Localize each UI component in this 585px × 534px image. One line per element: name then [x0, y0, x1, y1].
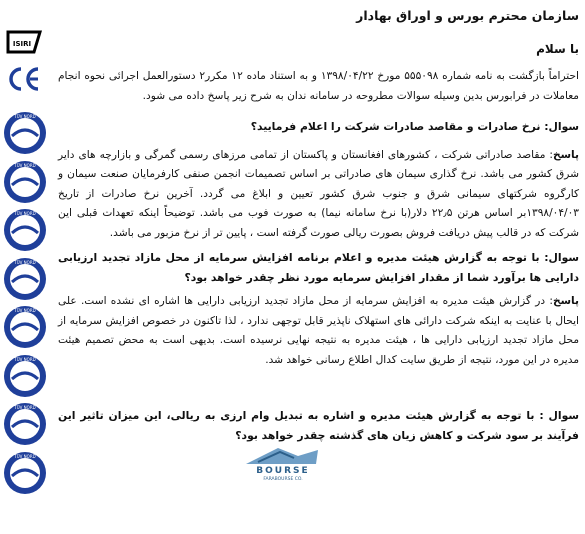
tuv-seal-label: TÜV NORD: [14, 356, 36, 362]
isiri-logo-text: ISIRI: [12, 40, 32, 48]
tuv-seal-icon: [2, 110, 48, 156]
bourse-logo-subtext: FARABOURSE CO.: [263, 477, 303, 482]
bourse-logo-text: BOURSE: [256, 466, 310, 476]
tuv-seal-label: TÜV NORD: [14, 308, 36, 313]
tuv-seal-label: TÜV NORD: [14, 211, 36, 216]
tuv-seal-icon: [2, 353, 48, 399]
ce-mark-icon: [6, 64, 42, 94]
tuv-seal-icon: [2, 159, 48, 205]
question-3: سوال : با توجه به گزارش هیئت مدیره و اشاره به تبدیل وام ارزی به ریالی، این میزان تاثیر این فرآیند بر سود شرکت و کاهش زیان های گذشته چقدر خواهد بود؟: [58, 409, 579, 442]
letter-intro: احتراماً بازگشت به نامه شماره ۵۵۵۰۹۸ مورخ ۱۳۹۸/۰۴/۲۲ و به استناد ماده ۱۲ مکرر۲ دستورالعمل اجرائی نحوه انجام معاملات در فرابورس بدین وسیله سوالات مطروحه در سامانه ندان به شرح زیر پاسخ داده می شود.: [58, 70, 579, 102]
tuv-seal-label: TÜV NORD: [14, 114, 36, 119]
answer-label: پاسخ: [552, 148, 579, 161]
bourse-watermark-logo: [218, 446, 348, 482]
tuv-seal-icon: [2, 207, 48, 253]
isiri-logo-icon: [4, 28, 44, 56]
letter-recipient: سازمان محترم بورس و اوراق بهادار: [356, 8, 579, 23]
tuv-seal-icon: [2, 304, 48, 350]
certification-sidebar: [0, 0, 56, 534]
answer-2: [58, 292, 579, 370]
question-1: سوال: نرخ صادرات و مقاصد صادرات شرکت را اعلام فرمایید؟: [250, 120, 579, 133]
question-2: سوال: با توجه به گزارش هیئت مدیره و اعلام برنامه افزایش سرمایه از محل مازاد تجدید ارزیابی دارایی ها برآورد شما از مقدار افزایش سرمایه مورد نظر چقدر خواهد بود؟: [58, 251, 579, 284]
answer-text: : مقاصد صادراتی شرکت ، کشورهای افغانستان و پاکستان از تمامی مرزهای رسمی گمرگی و بازارچه های دایر شرق کشور می باشد. نرخ گذاری سیمان های صادراتی بر اساس تصمیمات انجمن صنفی کارفرمایان صنعت سیمان و کارگروه شرکتهای سیمانی شرق و جنوب شرق کشور تعیین و ابلاغ می گردد. آخرین نرخ صادرات از تاریخ ۱۳۹۸/۰۴/۰۳بر اساس هرتن ۲۲٫۵ دلار(با نرخ سامانه نیما) به صورت فوب می باشد. توضیحاً اینکه تعهدات قبلی این شرکت که در قالب پیش دریافت فروش بصورت ریالی صورت گرفته است ، پایین تر از نرخ مزبور می باشد.: [58, 148, 579, 239]
tuv-seal-label: TÜV NORD: [14, 405, 36, 410]
letter-greeting: با سلام: [536, 42, 579, 56]
tuv-seal-label: TÜV NORD: [14, 453, 36, 459]
answer-text: : در گزارش هیئت مدیره به افزایش سرمایه از محل مازاد تجدید ارزیابی دارایی ها اشاره ای نشده است. علی ایحال با عنایت به اینکه شرکت دارائی های استهلاک ناپذیر قابل توجهی ندارد ، لذا تاکنون در خصوص افزایش سرمایه از محل مازاد تجدید ارزیابی دارایی ها ، هیئت مدیره به نتیجه نهایی نرسیده است. بدیهی است به محض تصمیم هیئت مدیره در این مورد، نتیجه از طریق سایت کدال اطلاع رسانی خواهد شد.: [58, 295, 579, 366]
tuv-seal-label: TÜV NORD: [14, 259, 36, 265]
tuv-seal-label: TÜV NORD: [14, 162, 36, 168]
letter-body: [58, 6, 579, 445]
tuv-seal-icon: [2, 450, 48, 496]
tuv-seal-icon: [2, 401, 48, 447]
answer-1: [58, 146, 579, 244]
answer-label: پاسخ: [552, 295, 579, 307]
tuv-seal-icon: [2, 256, 48, 302]
